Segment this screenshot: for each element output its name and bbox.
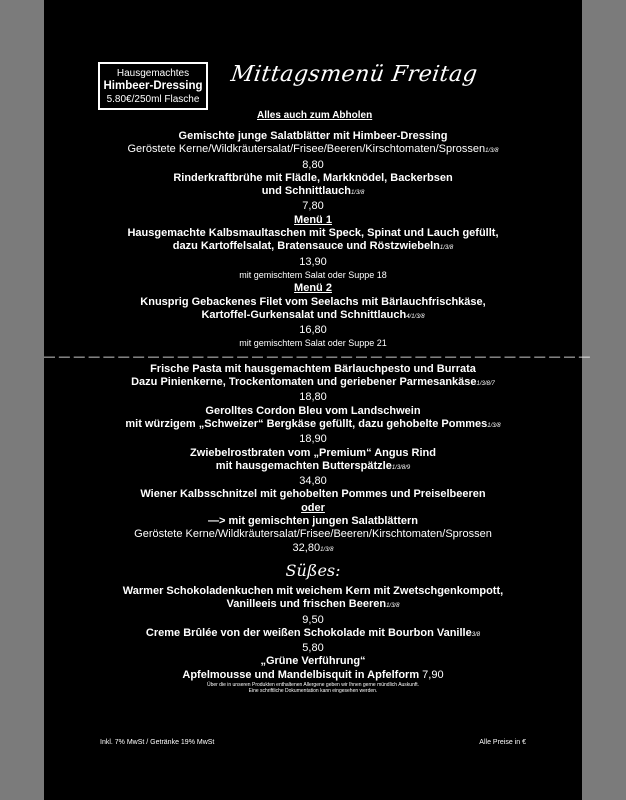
menu-line	[44, 528, 582, 541]
menu-line-text: 8,80	[302, 158, 324, 171]
menu-line	[44, 642, 582, 655]
menu-line	[44, 227, 582, 240]
menu-line	[44, 557, 582, 585]
menu-line-text: 34,80	[299, 475, 327, 488]
left-margin	[0, 0, 44, 800]
menu-line-text: und Schnittlauch	[261, 185, 351, 198]
right-margin	[582, 0, 626, 800]
menu-line-text: Wiener Kalbsschnitzel mit gehobelten Pommes und Preiselbeeren	[140, 488, 486, 501]
menu-line	[44, 460, 582, 475]
menu-line-text: „Grüne Verführung“	[260, 655, 366, 668]
menu-line	[44, 447, 582, 460]
allergen-codes: 1/3/8	[487, 422, 501, 429]
menu-line-text: Über die in unseren Produkten enthaltenen Allergene geben wir Ihnen gerne mündlich Auskunft.	[206, 681, 420, 688]
menu-line	[44, 585, 582, 598]
menu-line-text: 16,80	[299, 324, 327, 337]
menu-line-text: 9,50	[302, 613, 324, 626]
menu-line	[44, 488, 582, 501]
menu-line-text: Gemischte junge Salatblätter mit Himbeer-Dressing	[178, 130, 448, 142]
menu-line	[44, 688, 582, 694]
allergen-codes: 1/3/8	[386, 603, 400, 610]
menu-line-text: 18,80	[299, 391, 327, 404]
menu-line	[44, 200, 582, 213]
menu-line-text: Gerolltes Cordon Bleu vom Landschwein	[205, 404, 421, 417]
allergen-codes: 4/1/3/8	[406, 313, 425, 320]
currency-note: Alle Preise in €	[479, 739, 526, 746]
allergen-codes: 1/3/8/7	[476, 381, 495, 388]
dressing-box-line3: 5.80€/250ml Flasche	[106, 94, 200, 105]
menu-line-text: oder	[301, 501, 325, 514]
allergen-codes: 1/3/8	[485, 148, 499, 155]
menu-line	[44, 542, 582, 557]
menu-line	[44, 515, 582, 528]
menu-line	[44, 185, 582, 200]
menu-line	[44, 627, 582, 642]
menu-line-text: mit gemischtem Salat oder Suppe 18	[239, 269, 387, 280]
menu-line	[44, 269, 582, 282]
menu-line	[44, 309, 582, 324]
menu-line-text: Kartoffel-Gurkensalat und Schnittlauch	[201, 308, 407, 321]
menu-line	[44, 475, 582, 488]
menu-line-text: Zwiebelrostbraten vom „Premium“ Angus Rind	[190, 446, 436, 459]
menu-line-text: Geröstete Kerne/Wildkräutersalat/Frisee/Beeren/Kirschtomaten/Sprossen	[134, 528, 492, 541]
menu-line	[44, 350, 591, 363]
menu-line	[44, 296, 582, 309]
dressing-box-line2: Himbeer-Dressing	[103, 80, 203, 92]
menu-line	[44, 324, 582, 337]
page-title: Mittagsmenü Freitag	[229, 62, 480, 87]
menu-line	[44, 363, 582, 376]
menu-line-text: 18,90	[299, 433, 327, 446]
menu-line-text: mit würzigem „Schweizer“ Bergkäse gefüllt, dazu gehobelte Pommes	[125, 417, 488, 430]
menu-line-text: 13,90	[299, 255, 327, 268]
menu-line-text: dazu Kartoffelsalat, Bratensauce und Röstzwiebeln	[172, 240, 440, 253]
menu-line-text: Warmer Schokoladenkuchen mit weichem Kern mit Zwetschgenkompott,	[122, 584, 504, 597]
menu-line	[44, 240, 582, 255]
menu-line-text: —> mit gemischten jungen Salatblättern	[208, 515, 418, 528]
menu-line-text: — — — — — — — — — — — — — — — — — — — — — — — — — — — — — — — — — — — — —	[44, 350, 591, 363]
menu-line	[44, 598, 582, 613]
menu-line-text: Menü 2	[294, 282, 332, 295]
menu-line-text: Süßes:	[285, 560, 341, 580]
allergen-codes: 1/3/8	[320, 546, 334, 553]
menu-list	[44, 130, 591, 694]
menu-line	[44, 405, 582, 418]
allergen-codes: 1/3/8/9	[391, 464, 411, 471]
menu-line	[44, 669, 582, 682]
menu-line-text: Vanilleeis und frischen Beeren	[226, 598, 387, 611]
menu-line	[44, 143, 582, 158]
menu-line	[44, 433, 582, 446]
allergen-codes: 1/3/8	[439, 245, 454, 252]
menu-line-text: 32,80	[292, 541, 321, 554]
menu-line-text: Eine schriftliche Dokumentation kann eingesehen werden.	[248, 687, 378, 694]
menu-line	[44, 376, 582, 391]
menu-line-text: mit hausgemachten Butterspätzle	[215, 459, 392, 472]
menu-line-text: Frische Pasta mit hausgemachtem Bärlauchpesto und Burrata	[150, 362, 476, 375]
menu-line	[44, 337, 582, 350]
menu-line	[44, 282, 582, 295]
menu-line-text: 7,80	[302, 200, 324, 213]
menu-line	[44, 418, 582, 433]
menu-line	[44, 214, 582, 227]
menu-line	[44, 391, 582, 404]
menu-line	[44, 159, 582, 172]
menu-line-text: Hausgemachte Kalbsmaultaschen mit Speck, Spinat und Lauch gefüllt,	[127, 227, 499, 240]
allergen-codes: 3/8	[471, 631, 481, 638]
menu-line-text: Apfelmousse und Mandelbisquit in Apfelform	[182, 668, 420, 681]
menu-line	[44, 172, 582, 185]
menu-line-text: Menü 1	[294, 213, 332, 226]
menu-page	[44, 0, 591, 800]
menu-line	[44, 502, 582, 515]
menu-line	[44, 130, 582, 143]
menu-line-text: Dazu Pinienkerne, Trockentomaten und geriebener Parmesankäse	[131, 376, 477, 389]
menu-line-text: Creme Brûlée von der weißen Schokolade mit Bourbon Vanille	[145, 626, 472, 639]
pickup-note: Alles auch zum Abholen	[257, 110, 373, 121]
allergen-codes: 1/3/8	[350, 190, 365, 197]
menu-line	[44, 256, 582, 269]
price: 7,90	[422, 668, 444, 681]
menu-line-text: Geröstete Kerne/Wildkräutersalat/Frisee/Beeren/Kirschtomaten/Sprossen	[127, 143, 486, 156]
menu-line-text: mit gemischtem Salat oder Suppe 21	[239, 338, 387, 349]
menu-line-text: 5,80	[302, 642, 324, 655]
menu-line	[44, 614, 582, 627]
menu-line	[44, 655, 582, 668]
vat-note: Inkl. 7% MwSt / Getränke 19% MwSt	[100, 739, 215, 746]
dressing-box-line1: Hausgemachtes	[116, 68, 190, 79]
dressing-box	[98, 62, 208, 110]
menu-line-text: Rinderkraftbrühe mit Flädle, Markknödel, Backerbsen	[173, 171, 453, 184]
menu-line-text: Knusprig Gebackenes Filet vom Seelachs mit Bärlauchfrischkäse,	[140, 295, 486, 308]
